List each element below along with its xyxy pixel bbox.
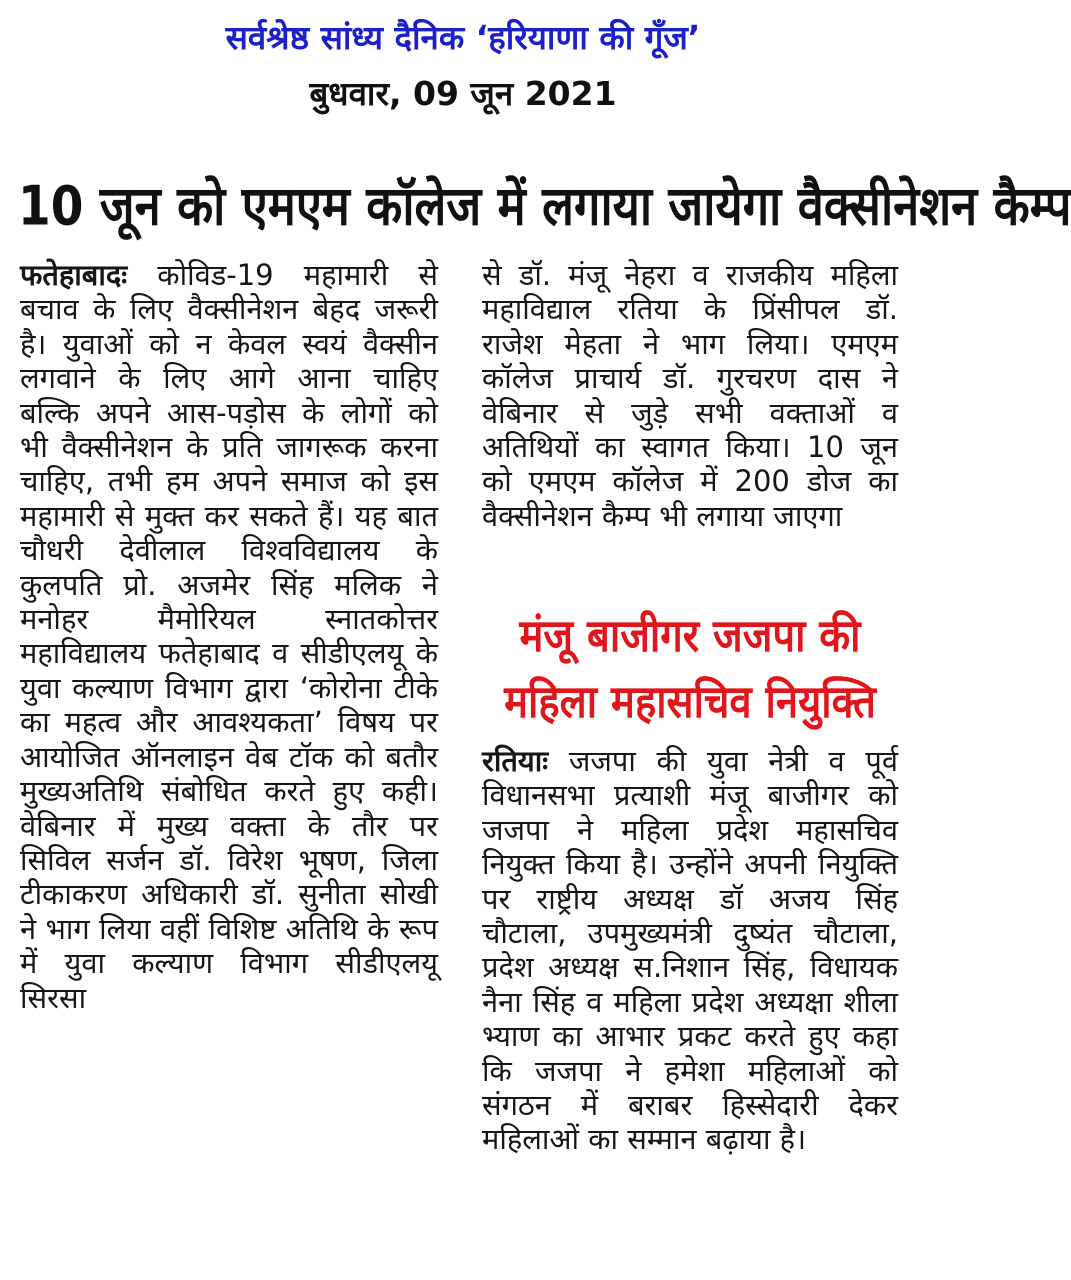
second-article-paragraph <box>482 744 898 1157</box>
publication-date: बुधवार, 09 जून 2021 <box>309 74 617 113</box>
second-article-column <box>482 744 898 1157</box>
second-headline-line1: मंजू बाजीगर जजपा की <box>519 610 861 663</box>
masthead: सर्वश्रेष्ठ सांध्य दैनिक ‘हरियाणा की गूँज’ <box>225 18 701 57</box>
main-article-body-right: से डॉ. मंजू नेहरा व राजकीय महिला महाविद्याल रतिया के प्रिंसीपल डॉ. राजेश मेहता ने भाग लिया। एमएम कॉलेज प्राचार्य डॉ. गुरचरण दास ने वेबिनार से जुड़े सभी वक्ताओं व अतिथियों का स्वागत किया। 10 जून को एमएम कॉलेज में 200 डोज का वैक्सीनेशन कैम्प भी लगाया जाएगा <box>482 258 898 533</box>
main-article-column-right <box>482 258 898 533</box>
main-headline: 10 जून को एमएम कॉलेज में लगाया जायेगा वैक्सीनेशन कैम्प <box>18 175 1071 239</box>
second-headline-line2: महिला महासचिव नियुक्ति <box>504 676 876 729</box>
second-article-dateline: रतियाः <box>482 744 549 778</box>
main-article-column-left <box>20 258 438 1015</box>
main-article-dateline: फतेहाबादः <box>20 258 128 292</box>
main-article-paragraph <box>20 258 438 1015</box>
second-article-body: जजपा की युवा नेत्री व पूर्व विधानसभा प्रत्याशी मंजू बाजीगर को जजपा ने महिला प्रदेश महासचिव नियुक्त किया है। उन्होंने अपनी नियुक्ति पर राष्ट्रीय अध्यक्ष डॉ अजय सिंह चौटाला, उपमुख्यमंत्री दुष्यंत चौटाला, प्रदेश अध्यक्ष स.निशान सिंह, विधायक नैना सिंह व महिला प्रदेश अध्यक्षा शीला भ्याण का आभार प्रकट करते हुए कहा कि जजपा ने हमेशा महिलाओं को संगठन में बराबर हिस्सेदारी देकर महिलाओं का सम्मान बढ़ाया है। <box>482 744 898 1157</box>
main-article-body-left: कोविड-19 महामारी से बचाव के लिए वैक्सीनेशन बेहद जरूरी है। युवाओं को न केवल स्वयं वैक्सीन लगवाने के लिए आगे आना चाहिए बल्कि अपने आस-पड़ोस के लोगों को भी वैक्सीनेशन के प्रति जागरूक करना चाहिए, तभी हम अपने समाज को इस महामारी से मुक्त कर सकते हैं। यह बात चौधरी देवीलाल विश्वविद्यालय के कुलपति प्रो. अजमेर सिंह मलिक ने मनोहर मैमोरियल स्नातकोत्तर महाविद्यालय फतेहाबाद व सीडीएलयू के युवा कल्याण विभाग द्वारा ‘कोरोना टीके का महत्व और आवश्यकता’ विषय पर आयोजित ऑनलाइन वेब टॉक को बतौर मुख्यअतिथि संबोधित करते हुए कही। वेबिनार में मुख्य वक्ता के तौर पर सिविल सर्जन डॉ. विरेश भूषण, जिला टीकाकरण अधिकारी डॉ. सुनीता सोखी ने भाग लिया वहीं विशिष्ट अतिथि के रूप में युवा कल्याण विभाग सीडीएलयू सिरसा <box>20 258 438 1015</box>
